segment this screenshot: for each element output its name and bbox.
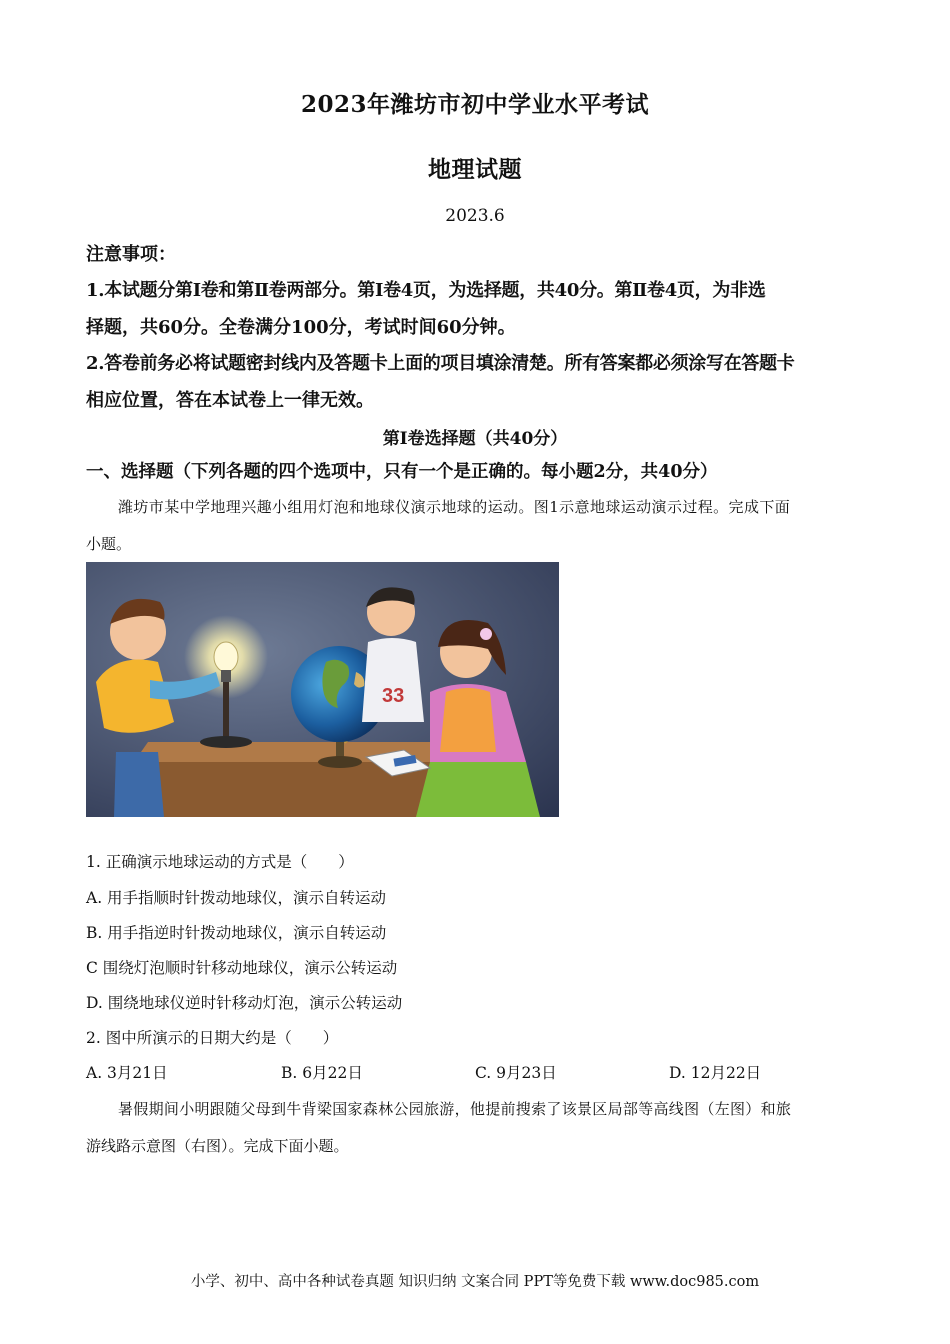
intro-1-line-1: 潍坊市某中学地理兴趣小组用灯泡和地球仪演示地球的运动。图1示意地球运动演示过程。完成下面 [118,498,791,516]
question-1-option-d: D. 围绕地球仪逆时针移动灯泡，演示公转运动 [86,994,403,1012]
exam-subject: 地理试题 [428,156,522,183]
exam-title: 2023年潍坊市初中学业水平考试 [300,91,649,118]
part-one-heading: 一、选择题（下列各题的四个选项中，只有一个是正确的。每小题2分，共40分） [86,462,718,482]
notice-item-2-line-1: 2.答卷前务必将试题密封线内及答题卡上面的项目填涂清楚。所有答案都必须涂写在答题卡 [86,353,795,374]
notice-item-1-line-1: 1.本试题分第Ⅰ卷和第Ⅱ卷两部分。第Ⅰ卷4页，为选择题，共40分。第Ⅱ卷4页，为非选 [86,280,766,301]
question-1-stem: 1. 正确演示地球运动的方式是（ ） [86,853,354,871]
shirt-number: 33 [382,685,405,707]
question-2-option-d: D. 12月22日 [669,1064,762,1082]
question-1-option-c: C 围绕灯泡顺时针移动地球仪，演示公转运动 [86,959,398,977]
footer-text: 小学、初中、高中各种试卷真题 知识归纳 文案合同 PPT等免费下载 www.doc985.com [190,1274,760,1290]
question-2-stem: 2. 图中所演示的日期大约是（ ） [86,1029,339,1047]
question-2-option-a: A. 3月21日 [86,1064,168,1082]
question-2-option-c: C. 9月23日 [475,1064,557,1082]
question-1-option-a: A. 用手指顺时针拨动地球仪，演示自转运动 [86,889,387,907]
notice-item-1-line-2: 择题，共60分。全卷满分100分，考试时间60分钟。 [86,317,516,338]
intro-1-line-2: 小题。 [86,535,132,553]
notice-item-2-line-2: 相应位置，答在本试卷上一律无效。 [86,390,374,411]
notice-heading: 注意事项： [86,244,176,265]
earth-motion-illustration [86,562,559,817]
intro-2-line-1: 暑假期间小明跟随父母到牛背梁国家森林公园旅游，他提前搜索了该景区局部等高线图（左图）和旅 [118,1100,792,1118]
question-1-option-b: B. 用手指逆时针拨动地球仪，演示自转运动 [86,924,387,942]
intro-2-line-2: 游线路示意图（右图）。完成下面小题。 [86,1137,349,1155]
question-2-option-b: B. 6月22日 [281,1064,363,1082]
exam-date: 2023.6 [445,206,505,226]
section-heading: 第Ⅰ卷选择题（共40分） [382,429,568,449]
